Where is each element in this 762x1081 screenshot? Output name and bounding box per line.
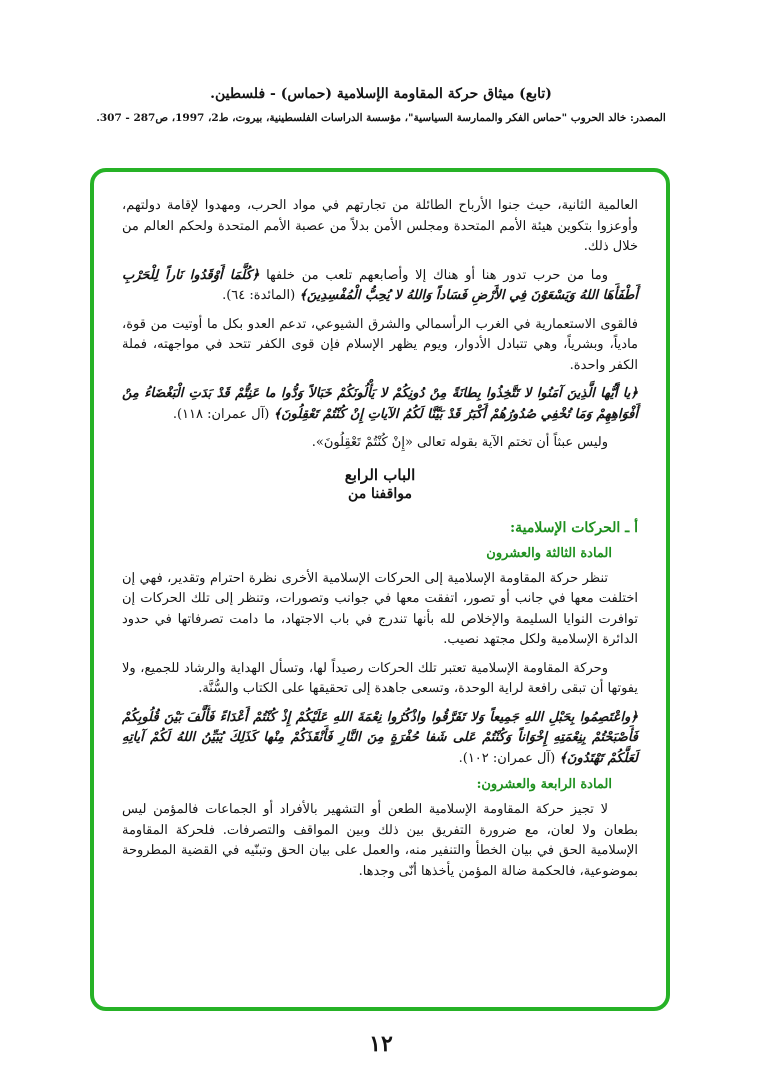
- paragraph-article23-unity: وحركة المقاومة الإسلامية تعتبر تلك الحركات رصيداً لها، وتسأل الهداية والرشاد للجميع، ولا يفوتها أن تبقى رافعة لراية الوحدة، وتسعى جاهدة إلى تحقيقها على الكتاب والسُّنَّة.: [122, 660, 638, 696]
- quran-text: ﴿يا أَيُّها الَّذِينَ آمَنُوا لا تَتَّخِذُوا بِطانَةً مِنْ دُونِكُمْ لا يَأْلُونَكُمْ خَبَالاً وَدُّوا ما عَنِتُّمْ قَدْ بَدَتِ الْبَغْضَاءُ مِنْ أَفْوَاهِهِمْ وَمَا تُخْفِي صُدُورُهُمْ أَكْبَرُ قَدْ بَيَّنَّا لَكُمُ الآياتِ إِنْ كُنْتُمْ تَعْقِلُونَ﴾: [122, 386, 638, 422]
- quran-inline-quote: ﴿كُلَّمَا أَوْقَدُوا نَاراً لِلْحَرْبِ أَطْفَأَهَا اللهُ وَيَسْعَوْنَ فِي الأَرْضِ فَسَاداً وَاللهُ لا يُحِبُّ الْمُفْسِدِينَ﴾: [122, 267, 638, 303]
- quran-verse-bitanah: [122, 384, 638, 425]
- paragraph-war-profits: العالمية الثانية، حيث جنوا الأرباح الطائلة من تجارتهم في مواد الحرب، ومهدوا لإقامة دولتهم، وأوعزوا بتكوين هيئة الأمم المتحدة ومجلس الأمن بدلاً من عصبة الأمم المتحدة ولحكم العالم من خلال ذلك.: [122, 198, 638, 254]
- charter-text-box: [90, 168, 670, 1011]
- document-header: [0, 86, 762, 124]
- verse-citation: (آل عمران: ١١٨).: [172, 406, 274, 422]
- document-title: (تابع) ميثاق حركة المقاومة الإسلامية (حماس) - فلسطين.: [210, 86, 552, 102]
- paragraph-text: وما من حرب تدور هنا أو هناك إلا وأصابعهم تلعب من خلفها: [259, 267, 608, 283]
- source-line: المصدر: خالد الحروب "حماس الفكر والممارسة السياسية"، مؤسسة الدراسات الفلسطينية، بيروت، ط2، 1997، ص287 - 307.: [96, 112, 666, 124]
- paragraph-article24-defamation: لا تجيز حركة المقاومة الإسلامية الطعن أو التشهير بالأفراد أو الجماعات فالمؤمن ليس بطعان ولا لعان، مع ضرورة التفريق بين ذلك وبين المواقف والتصرفات. فلحركة المقاومة الإسلامية الحق في بيان الخطأ والتنفير منه، والعمل على بيان الحق وتبنّيه في القضية المطروحة بموضوعية، فالحكمة ضالة المؤمن يأخذها أنّى وجدها.: [122, 802, 638, 879]
- paragraph-colonial-powers: فالقوى الاستعمارية في الغرب الرأسمالي والشرق الشيوعي، تدعم العدو بكل ما أوتيت من قوة، مادياً، وبشرياً، وهي تتبادل الأدوار، ويوم يظهر الإسلام فإن قوى الكفر تتحد في مواجهته، فملة الكفر واحدة.: [122, 316, 638, 373]
- verse-citation: (آل عمران: ١٠٢).: [458, 750, 560, 766]
- quran-text: ﴿واعْتَصِمُوا بِحَبْلِ اللهِ جَمِيعاً وَلا تَفَرَّقُوا واذْكُرُوا نِعْمَةَ اللهِ عَلَيْكُمْ إِذْ كُنْتُمْ أَعْدَاءً فَأَلَّفَ بَيْنَ قُلُوبِكُمْ فَأَصْبَحْتُمْ بِنِعْمَتِهِ إِخْوَاناً وَكُنْتُمْ عَلى شَفا حُفْرَةٍ مِنَ النَّارِ فَأَنْقَذَكُمْ مِنْها كَذَلِكَ يُبَيِّنُ اللهُ لَكُمْ آياتِهِ لَعَلَّكُمْ تَهْتَدُونَ﴾: [122, 709, 638, 766]
- paragraph-wars-fingers: [122, 266, 638, 307]
- paragraph-article23-respect: تنظر حركة المقاومة الإسلامية إلى الحركات الإسلامية الأخرى نظرة احترام وتقدير، فهي إن اختلفت معها في جانب أو تصور، اتفقت معها في جوانب وتصورات، وتنظر إلى تلك الحركات إن توافرت النوايا السليمة والإخلاص لله بأنها تندرج في باب الاجتهاد، ما دامت تصرفاتها في حدود الدائرة الإسلامية ولكل مجتهد نصيب.: [122, 570, 638, 647]
- article-23-heading: المادة الثالثة والعشرون: [486, 545, 612, 561]
- verse-citation: (المائدة: ٦٤).: [222, 288, 300, 303]
- article-24-heading: المادة الرابعة والعشرون:: [476, 777, 612, 792]
- page-number: ١٢: [369, 1031, 393, 1057]
- paragraph-closing-remark: وليس عبثاً أن تختم الآية بقوله تعالى «إِنْ كُنْتُمْ تَعْقِلُونَ».: [311, 435, 608, 450]
- section-heading-islamic-movements: أ ـ الحركات الإسلامية:: [510, 519, 638, 536]
- chapter-subheading: مواقفنا من: [348, 485, 412, 502]
- chapter-heading: الباب الرابع: [344, 465, 416, 484]
- quran-verse-itasimu: [122, 708, 638, 770]
